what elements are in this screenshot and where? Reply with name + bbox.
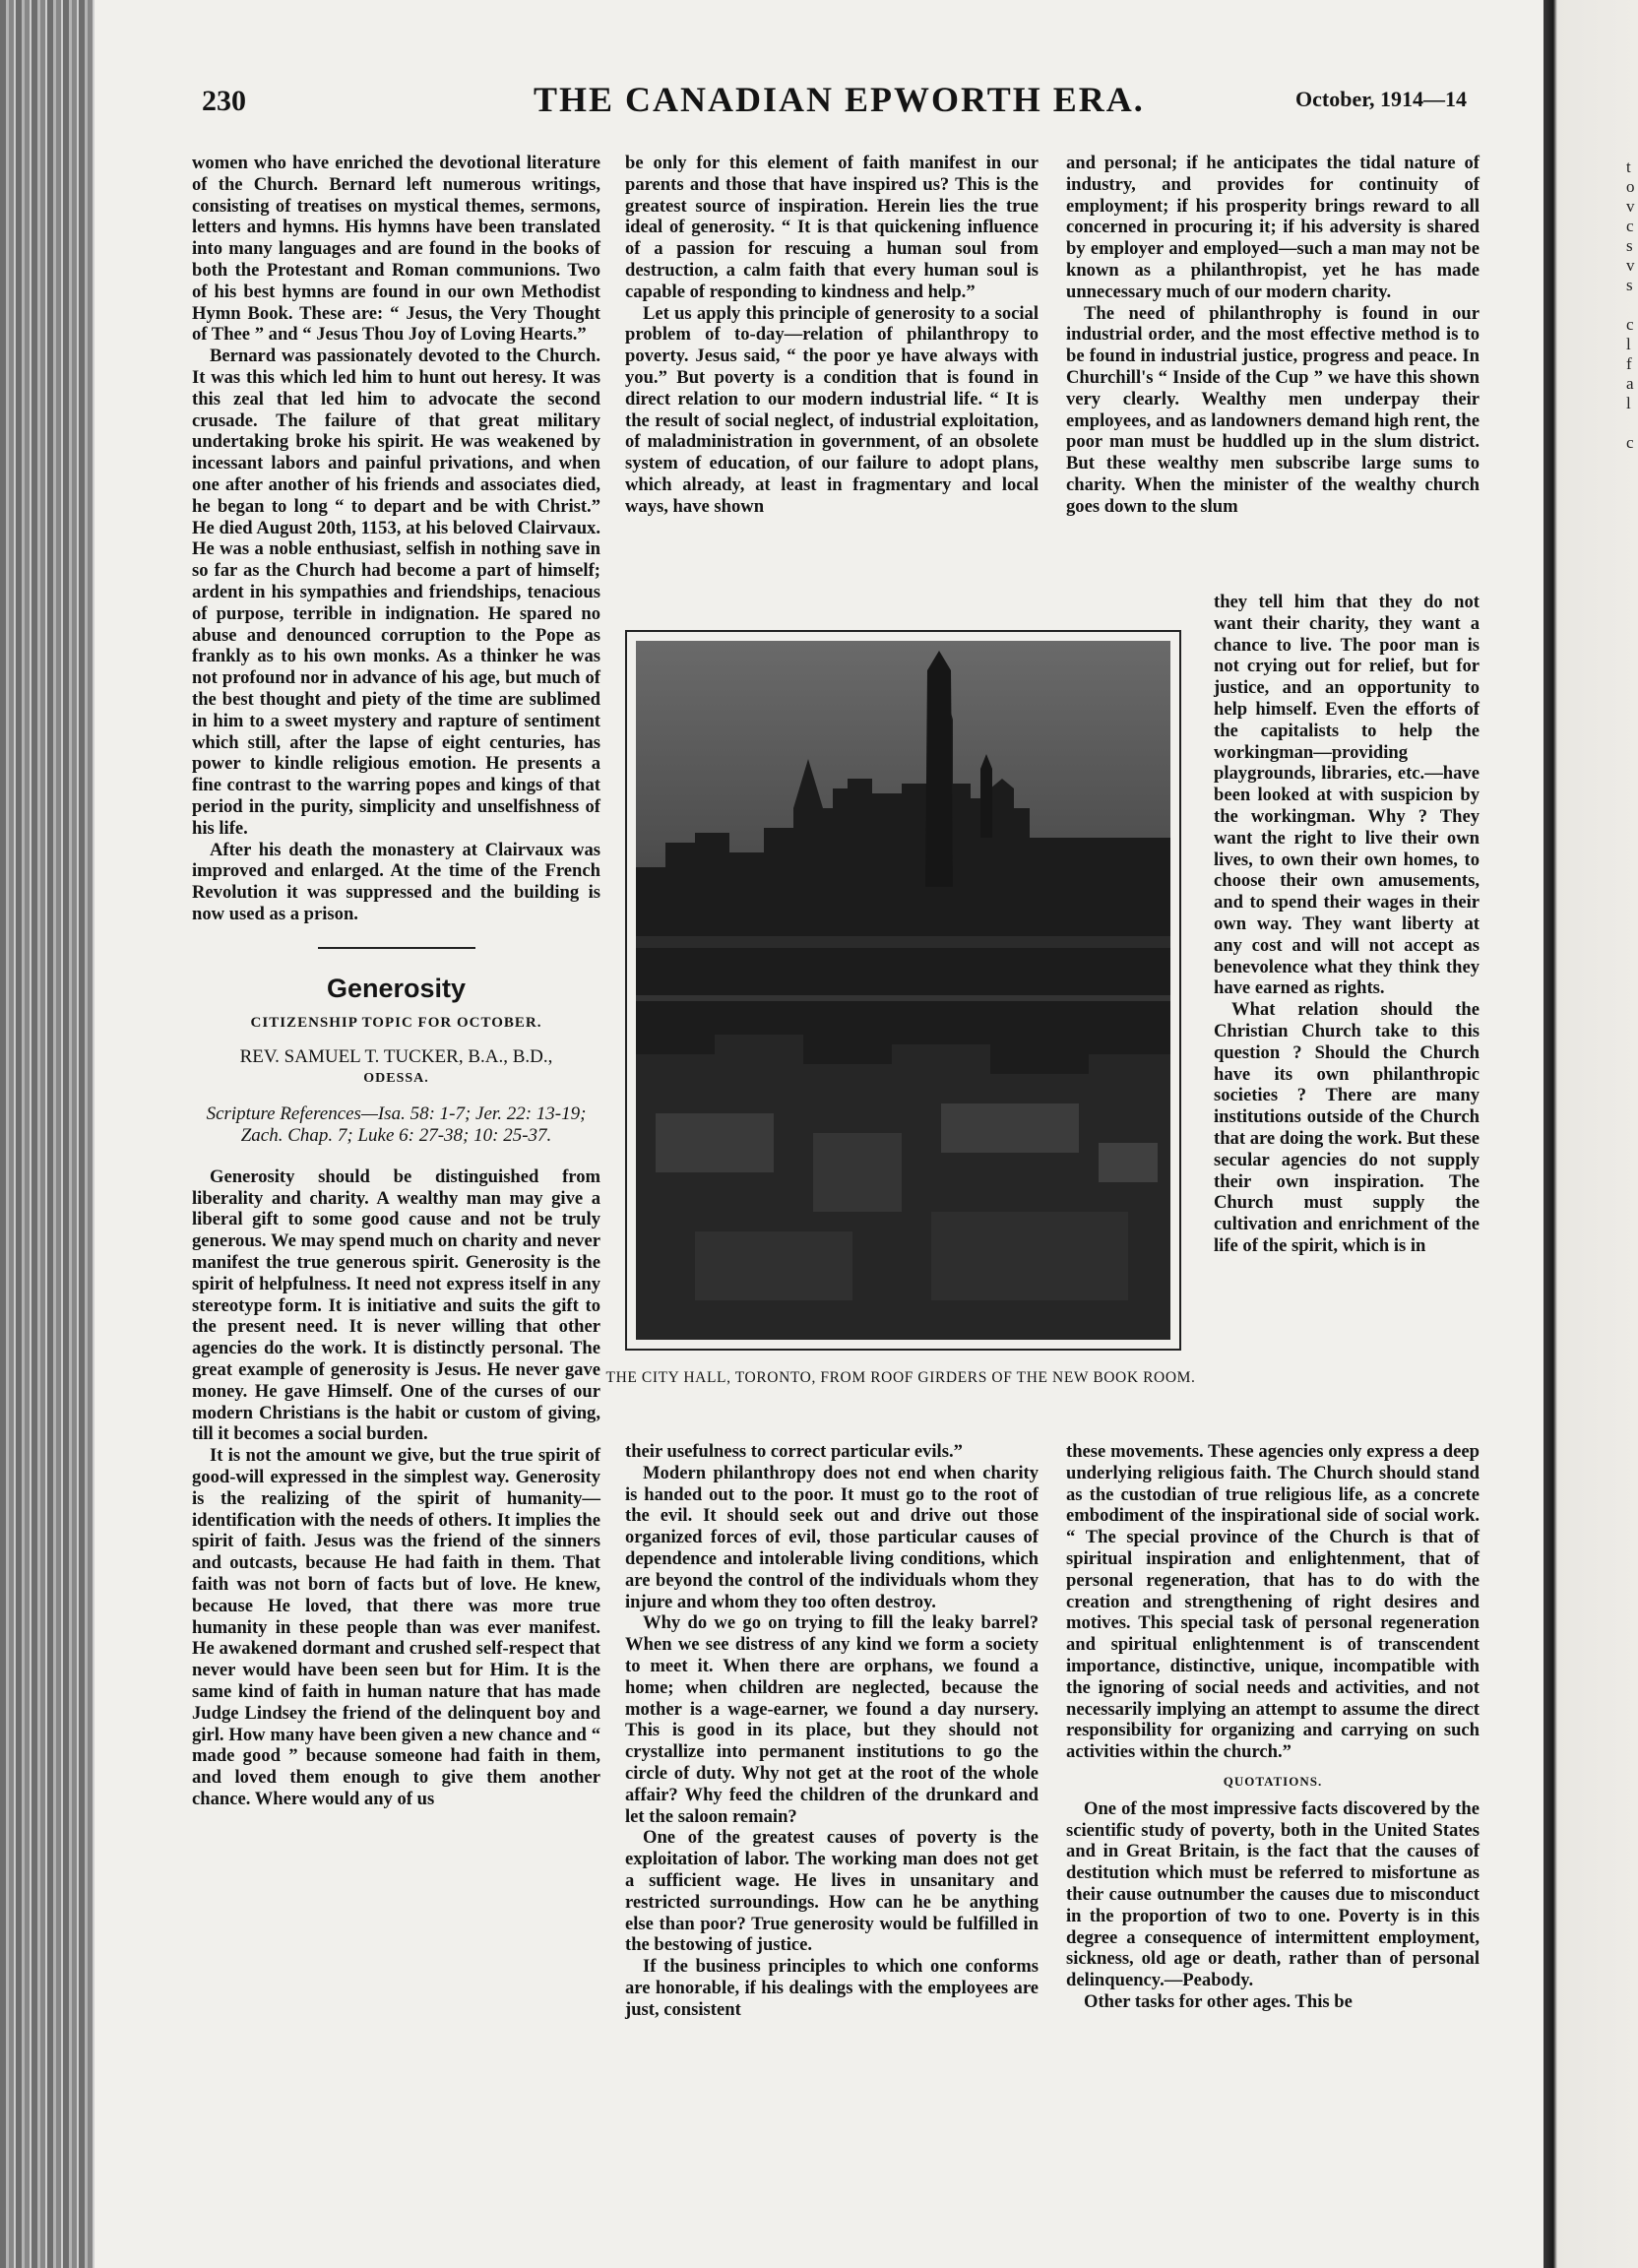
edge-letter: v	[1626, 197, 1635, 216]
book-gutter	[1544, 0, 1638, 2268]
facing-page-edge-text	[1626, 158, 1638, 453]
city-skyline-image	[636, 641, 1170, 1340]
paragraph: Generosity should be distinguished from liberality and charity. A wealthy man may give a liberal gift to some good cause and not be truly generous. We may spend much on charity and never manifest the true generous spirit. Generosity is the spirit of helpfulness. It need not express itself in any stereotype form. It is initiative and suits the gift to the present need. It is never willing that other agencies do the work. It is distinctly personal. The great example of generosity is Jesus. He never gave money. He gave Himself. One of the curses of our modern Christians is the habit or custom of giving, till it becomes a social burden.	[192, 1166, 600, 1445]
author-place: ODESSA.	[363, 1071, 429, 1087]
edge-letter: a	[1626, 374, 1634, 393]
paragraph: Why do we go on trying to fill the leaky barrel? When we see distress of any kind we form a society to meet it. When there are orphans, we found a home; when children are neglected, because the mother is a wage-earner, we found a day nursery. This is good in its place, but they should not crystallize into permanent institutions to go the circle of duty. Why not get at the root of the whole affair? Why feed the children of the drunkard and let the saloon remain?	[625, 1612, 1039, 1827]
photo-frame	[625, 630, 1181, 1351]
paragraph: be only for this element of faith manifest in our parents and those that have inspired us? This is the greatest source of inspiration. Herein lies the true ideal of generosity. “ It is that quickening influence of a passion for rescuing a human soul from destruction, a calm faith that every human soul is capable of responding to kindness and help.”	[625, 153, 1039, 302]
paragraph: One of the most impressive facts discovered by the scientific study of poverty, both in the United States and in Great Britain, is the fact that the causes of destitution which must be referred to misfortune as their cause outnumber the causes due to misconduct in the proportion of two to one. Poverty is in this degree a consequence of intermittent employment, sickness, old age or death, rather than of personal delinquency.—Peabody.	[1066, 1797, 1480, 1991]
page-number: 230	[202, 85, 246, 117]
article-topic: CITIZENSHIP TOPIC FOR OCTOBER.	[250, 1015, 542, 1032]
paragraph: these movements. These agencies only express a deep underlying religious faith. The Church should stand as the custodian of true religious life, as a concrete embodiment of the inspirational side of social work. “ The special province of the Church is that of spiritual inspiration and enlightenment, that of personal regeneration, that has to do with the creation and strengthening of right desires and motives. This special task of personal regeneration and spiritual enlightenment is of transcendent importance, distinctive, unique, incompatible with the ignoring of social needs and activities, and not necessarily implying an attempt to assume the direct responsibility for organizing and carrying on such activities within the church.”	[1066, 1441, 1480, 1763]
running-title: THE CANADIAN EPWORTH ERA.	[534, 80, 1145, 119]
paragraph: What relation should the Christian Church take to this question ? Should the Church have its own philanthropic societies ? There are many institutions outside of the Church that are doing the work. But these secular agencies do not supply their own inspiration. The Church must supply the cultivation and enrichment of the life of the spirit, which is in	[1214, 999, 1480, 1256]
edge-letter: t	[1626, 158, 1631, 176]
city-hall-photo	[636, 641, 1170, 1340]
edge-letter: l	[1626, 335, 1631, 353]
edge-letter: s	[1626, 276, 1633, 294]
paragraph: It is not the amount we give, but the true spirit of good-will expressed in the simplest way. Generosity is the realizing of the spirit of humanity—identification with the needs of others. It implies the spirit of faith. Jesus was the friend of the sinners and outcasts, because He had faith in them. That faith was not born of facts but of love. He knew, because He loved, that there was more true humanity in these people than was ever manifest. He awakened dormant and crushed self-respect that never would have been seen but for Him. It is the same kind of faith in human nature that has made Judge Lindsey the friend of the delinquent boy and girl. How many have been given a new chance and “ made good ” because someone had faith in them, and loved them enough to give them another chance. Where would any of us	[192, 1445, 600, 1809]
paragraph: women who have enriched the devotional literature of the Church. Bernard left numerous writings, consisting of treatises on mystical themes, sermons, letters and hymns. His hymns have been translated into many languages and are found in the books of both the Protestant and Roman communions. Two of his best hymns are found in our own Methodist Hymn Book. These are: “ Jesus, the Very Thought of Thee ” and “ Jesus Thou Joy of Loving Hearts.”	[192, 153, 600, 346]
paragraph: After his death the monastery at Clairvaux was improved and enlarged. At the time of the French Revolution it was suppressed and the building is now used as a prison.	[192, 839, 600, 924]
column-2-bottom	[625, 1441, 1039, 2021]
page-header	[202, 80, 1467, 124]
column-2-top	[625, 153, 1039, 518]
scripture-references: Scripture References—Isa. 58: 1-7; Jer. 22: 13-19; Zach. Chap. 7; Luke 6: 27-38; 10: 25-37.	[206, 1102, 587, 1146]
edge-letter	[1626, 413, 1638, 433]
paragraph: their usefulness to correct particular evils.”	[625, 1441, 963, 1462]
book-page-edges	[0, 0, 94, 2268]
section-divider	[318, 947, 475, 949]
article-title: Generosity	[326, 973, 467, 1003]
column-3-narrow	[1214, 592, 1480, 1257]
edge-letter: c	[1626, 217, 1634, 235]
paragraph: and personal; if he anticipates the tidal nature of industry, and provides for continuity of employment; if his prosperity brings reward to all concerned in procuring it; if his adversity is shared by employer and employed—such a man may not be known as a philanthropist, yet he has made unnecessary much of our modern charity.	[1066, 153, 1480, 302]
paragraph: One of the greatest causes of poverty is the exploitation of labor. The working man does not get a sufficient wage. He lives in unsanitary and restricted surroundings. How can he be anything else than poor? True generosity would be fulfilled in the bestowing of justice.	[625, 1827, 1039, 1956]
paragraph: Modern philanthropy does not end when charity is handed out to the poor. It must go to the root of the evil. It should seek out and drive out those organized forces of evil, those particular causes of dependence and intolerable living conditions, which are beyond the control of the individuals whom they injure and whom they too often destroy.	[625, 1462, 1039, 1612]
issue-date: October, 1914—14	[1295, 87, 1467, 111]
paragraph: If the business principles to which one conforms are honorable, if his dealings with the employees are just, consistent	[625, 1956, 1039, 2020]
edge-letter	[1626, 295, 1638, 315]
edge-letter: l	[1626, 394, 1631, 412]
edge-letter: c	[1626, 433, 1634, 452]
edge-letter: c	[1626, 315, 1634, 334]
edge-letter: o	[1626, 177, 1635, 196]
quotations-heading: QUOTATIONS.	[1223, 1773, 1323, 1789]
column-3-bottom	[1066, 1441, 1480, 2013]
paragraph: The need of philanthrophy is found in our industrial order, and the most effective method is to be found in industrial justice, progress and peace. In Churchill's “ Inside of the Cup ” we have this shown very clearly. Wealthy men underpay their employees, and as landowners demand high rent, the poor man must be huddled up in the slum district. But these wealthy men subscribe large sums to charity. When the minister of the wealthy church goes down to the slum	[1066, 302, 1480, 517]
edge-letter: v	[1626, 256, 1635, 275]
article-author: REV. SAMUEL T. TUCKER, B.A., B.D.,	[239, 1046, 553, 1068]
column-3-top	[1066, 153, 1480, 518]
photo-caption: THE CITY HALL, TORONTO, FROM ROOF GIRDERS OF THE NEW BOOK ROOM.	[605, 1369, 1196, 1386]
paragraph: they tell him that they do not want their charity, they want a chance to live. The poor man is not crying out for relief, but for justice, and an opportunity to help himself. Even the efforts of the capitalists to help the workingman—providing playgrounds, libraries, etc.—have been looked at with suspicion by the workingman. Why ? They want the right to live their own lives, to own their own homes, to choose their own amusements, and to spend their wages in their own way. They want liberty at any cost and will not accept as benevolence what they think they have earned as rights.	[1214, 592, 1480, 999]
column-1	[192, 153, 600, 1810]
edge-letter: f	[1626, 354, 1632, 373]
paragraph: Let us apply this principle of generosity to a social problem of to-day—relation of philanthropy to poverty. Jesus said, “ the poor ye have always with you.” But poverty is a condition that is found in direct relation to our modern industrial life. “ It is the result of social neglect, of industrial exploitation, of maladministration in government, of an obsolete system of education, of our failure to adopt plans, which already, at least in fragmentary and local ways, have shown	[625, 302, 1039, 517]
paragraph: Bernard was passionately devoted to the Church. It was this which led him to hunt out heresy. It was this zeal that led him to advocate the second crusade. The failure of that great military undertaking broke his spirit. He was weakened by incessant labors and painful privations, and when one after another of his friends and associates died, he began to long “ to depart and be with Christ.” He died August 20th, 1153, at his beloved Clairvaux. He was a noble enthusiast, selfish in nothing save in so far as the Church had become a part of himself; ardent in his sympathies and friendships, tenacious of purpose, terrible in indignation. He spared no abuse and denounced corruption to the Pope as frankly as to his own monks. As a thinker he was not profound nor in advance of his age, but much of the best thought and piety of the time are sublimed in him to a sweet mystery and rapture of sentiment which still, after the lapse of eight centuries, has power to kindle religious emotion. He presents a fine contrast to the warring popes and kings of that period in the purity, simplicity and unselfishness of his life.	[192, 346, 600, 839]
paragraph: Other tasks for other ages. This be	[1084, 1990, 1353, 2012]
edge-letter: s	[1626, 236, 1633, 255]
